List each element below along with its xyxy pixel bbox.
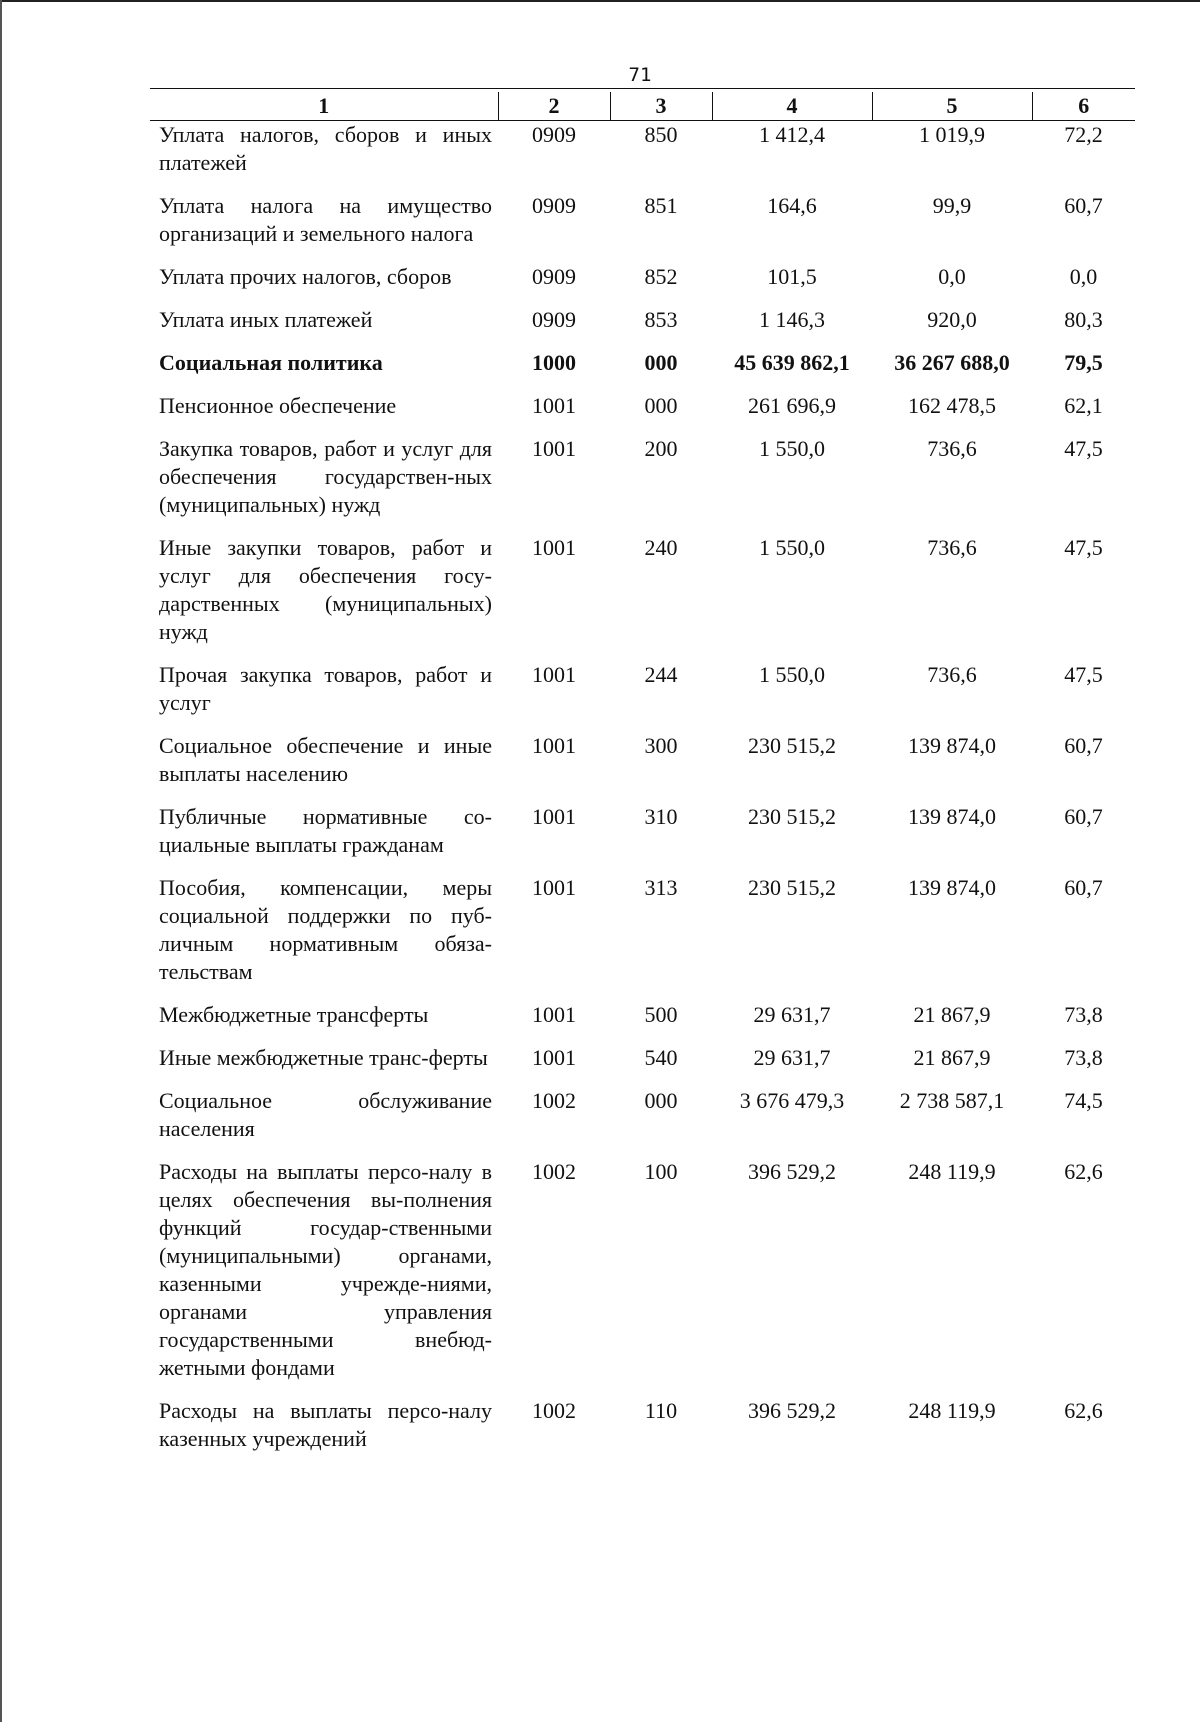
- row-actual-value: 2 738 587,1: [899, 1088, 1005, 1113]
- row-section-code: 1001: [532, 875, 576, 900]
- row-plan-value: 230 515,2: [748, 733, 836, 758]
- column-header-5: 5: [872, 92, 1032, 121]
- table-row: [150, 1001, 1135, 1044]
- row-section-code: 1001: [532, 1002, 576, 1027]
- row-expense-type-code: 540: [644, 1045, 678, 1070]
- scan-edge-left: [0, 0, 2, 1722]
- table-top-rule: [150, 88, 1135, 89]
- row-section-code: 1000: [532, 350, 576, 375]
- row-name: Публичные нормативные со-циальные выплаты гражданам: [159, 804, 492, 857]
- column-header-3: 3: [610, 92, 712, 121]
- table-row: [150, 306, 1135, 349]
- row-percent-value: 0,0: [1069, 264, 1098, 289]
- row-plan-value: 45 639 862,1: [734, 350, 850, 375]
- row-percent-value: 62,1: [1064, 393, 1103, 418]
- row-expense-type-code: 850: [644, 122, 678, 147]
- budget-table: [150, 92, 1135, 1468]
- table-row: [150, 192, 1135, 263]
- table-row: [150, 661, 1135, 732]
- page-number: 71: [628, 64, 652, 86]
- row-section-code: 1002: [532, 1088, 576, 1113]
- row-plan-value: 164,6: [767, 193, 817, 218]
- row-percent-value: 60,7: [1064, 804, 1103, 829]
- row-name: Уплата иных платежей: [159, 307, 373, 332]
- row-actual-value: 248 119,9: [908, 1159, 996, 1184]
- row-percent-value: 47,5: [1064, 436, 1103, 461]
- row-plan-value: 1 146,3: [759, 307, 825, 332]
- row-percent-value: 62,6: [1064, 1398, 1103, 1423]
- row-percent-value: 80,3: [1064, 307, 1103, 332]
- row-plan-value: 29 631,7: [753, 1002, 831, 1027]
- row-expense-type-code: 240: [644, 535, 678, 560]
- row-name: Социальное обслуживание населения: [159, 1088, 492, 1141]
- row-expense-type-code: 110: [644, 1398, 678, 1423]
- row-expense-type-code: 853: [644, 307, 678, 332]
- row-section-code: 0909: [532, 307, 576, 332]
- table-row: [150, 1044, 1135, 1087]
- row-name: Уплата налогов, сборов и иных платежей: [159, 122, 492, 175]
- table-row: [150, 263, 1135, 306]
- table-row: [150, 732, 1135, 803]
- row-name: Прочая закупка товаров, работ и услуг: [159, 662, 492, 715]
- table-row: [150, 349, 1135, 392]
- row-actual-value: 139 874,0: [908, 875, 996, 900]
- row-expense-type-code: 000: [644, 393, 678, 418]
- row-actual-value: 99,9: [932, 193, 972, 218]
- column-header-2: 2: [498, 92, 610, 121]
- row-percent-value: 60,7: [1064, 193, 1103, 218]
- row-actual-value: 920,0: [927, 307, 977, 332]
- table-row: [150, 534, 1135, 661]
- table-row: [150, 435, 1135, 534]
- row-expense-type-code: 500: [644, 1002, 678, 1027]
- column-header-1: 1: [150, 92, 498, 121]
- row-name: Социальное обеспечение и иные выплаты населению: [159, 733, 492, 786]
- row-name: Расходы на выплаты персо-налу в целях обеспечения вы-полнения функций государ-ственными (муниципальными) органами, казенными учрежде-ниями, органами управления государственными внебюд-жетными фондами: [159, 1159, 492, 1380]
- row-percent-value: 60,7: [1064, 875, 1103, 900]
- row-actual-value: 21 867,9: [913, 1045, 991, 1070]
- row-expense-type-code: 244: [644, 662, 678, 687]
- row-actual-value: 736,6: [927, 662, 977, 687]
- row-percent-value: 62,6: [1064, 1159, 1103, 1184]
- row-percent-value: 73,8: [1064, 1002, 1103, 1027]
- row-plan-value: 3 676 479,3: [739, 1088, 845, 1113]
- row-actual-value: 248 119,9: [908, 1398, 996, 1423]
- row-name: Иные межбюджетные транс-ферты: [159, 1045, 488, 1070]
- row-plan-value: 29 631,7: [753, 1045, 831, 1070]
- row-section-code: 1002: [532, 1398, 576, 1423]
- row-section-code: 1001: [532, 535, 576, 560]
- table-row: [150, 392, 1135, 435]
- row-actual-value: 139 874,0: [908, 804, 996, 829]
- row-plan-value: 1 550,0: [759, 662, 825, 687]
- row-percent-value: 72,2: [1064, 122, 1103, 147]
- row-percent-value: 60,7: [1064, 733, 1103, 758]
- row-actual-value: 162 478,5: [908, 393, 996, 418]
- row-section-code: 0909: [532, 264, 576, 289]
- row-plan-value: 1 550,0: [759, 436, 825, 461]
- row-actual-value: 21 867,9: [913, 1002, 991, 1027]
- row-plan-value: 396 529,2: [748, 1398, 836, 1423]
- row-plan-value: 261 696,9: [748, 393, 836, 418]
- row-expense-type-code: 000: [644, 1088, 678, 1113]
- row-name: Иные закупки товаров, работ и услуг для обеспечения госу-дарственных (муниципальных) нужд: [159, 535, 492, 644]
- row-expense-type-code: 313: [644, 875, 678, 900]
- table-row: [150, 1397, 1135, 1468]
- row-plan-value: 1 412,4: [759, 122, 825, 147]
- table-row: [150, 1087, 1135, 1158]
- row-name: Пенсионное обеспечение: [159, 393, 397, 418]
- row-percent-value: 79,5: [1064, 350, 1103, 375]
- column-header-4: 4: [712, 92, 872, 121]
- row-name: Закупка товаров, работ и услуг для обеспечения государствен-ных (муниципальных) нужд: [159, 436, 492, 517]
- row-name: Межбюджетные трансферты: [159, 1002, 429, 1027]
- row-plan-value: 1 550,0: [759, 535, 825, 560]
- row-actual-value: 0,0: [938, 264, 966, 289]
- row-section-code: 1001: [532, 1045, 576, 1070]
- row-actual-value: 736,6: [927, 436, 977, 461]
- row-expense-type-code: 100: [644, 1159, 678, 1184]
- row-expense-type-code: 300: [644, 733, 678, 758]
- row-percent-value: 47,5: [1064, 662, 1103, 687]
- row-name: Пособия, компенсации, меры социальной поддержки по пуб-личным нормативным обяза-тельствам: [159, 875, 492, 984]
- row-plan-value: 396 529,2: [748, 1159, 836, 1184]
- row-section-code: 1001: [532, 804, 576, 829]
- row-actual-value: 1 019,9: [919, 122, 985, 147]
- row-expense-type-code: 200: [644, 436, 678, 461]
- column-header-6: 6: [1032, 92, 1135, 121]
- row-plan-value: 230 515,2: [748, 875, 836, 900]
- header-row: [150, 92, 1135, 121]
- row-actual-value: 736,6: [927, 535, 977, 560]
- row-section-code: 1001: [532, 662, 576, 687]
- row-name: Социальная политика: [159, 350, 383, 375]
- row-section-code: 1001: [532, 733, 576, 758]
- row-expense-type-code: 851: [644, 193, 678, 218]
- row-expense-type-code: 000: [644, 350, 678, 375]
- row-name: Уплата прочих налогов, сборов: [159, 264, 452, 289]
- table-row: [150, 803, 1135, 874]
- row-plan-value: 101,5: [767, 264, 817, 289]
- row-section-code: 1002: [532, 1159, 576, 1184]
- row-section-code: 0909: [532, 193, 576, 218]
- row-section-code: 1001: [532, 436, 576, 461]
- row-percent-value: 74,5: [1064, 1088, 1103, 1113]
- table-header: [150, 92, 1135, 121]
- row-plan-value: 230 515,2: [748, 804, 836, 829]
- table-row: [150, 121, 1135, 193]
- table-row: [150, 1158, 1135, 1397]
- row-percent-value: 73,8: [1064, 1045, 1103, 1070]
- row-section-code: 1001: [532, 393, 576, 418]
- row-section-code: 0909: [532, 122, 576, 147]
- row-actual-value: 139 874,0: [908, 733, 996, 758]
- row-name: Расходы на выплаты персо-налу казенных учреждений: [159, 1398, 492, 1451]
- row-expense-type-code: 852: [644, 264, 678, 289]
- row-name: Уплата налога на имущество организаций и земельного налога: [159, 193, 492, 246]
- row-percent-value: 47,5: [1064, 535, 1103, 560]
- row-expense-type-code: 310: [644, 804, 678, 829]
- row-actual-value: 36 267 688,0: [894, 350, 1010, 375]
- table-body: [150, 121, 1135, 1469]
- scan-edge-top: [0, 0, 1200, 2]
- table-row: [150, 874, 1135, 1001]
